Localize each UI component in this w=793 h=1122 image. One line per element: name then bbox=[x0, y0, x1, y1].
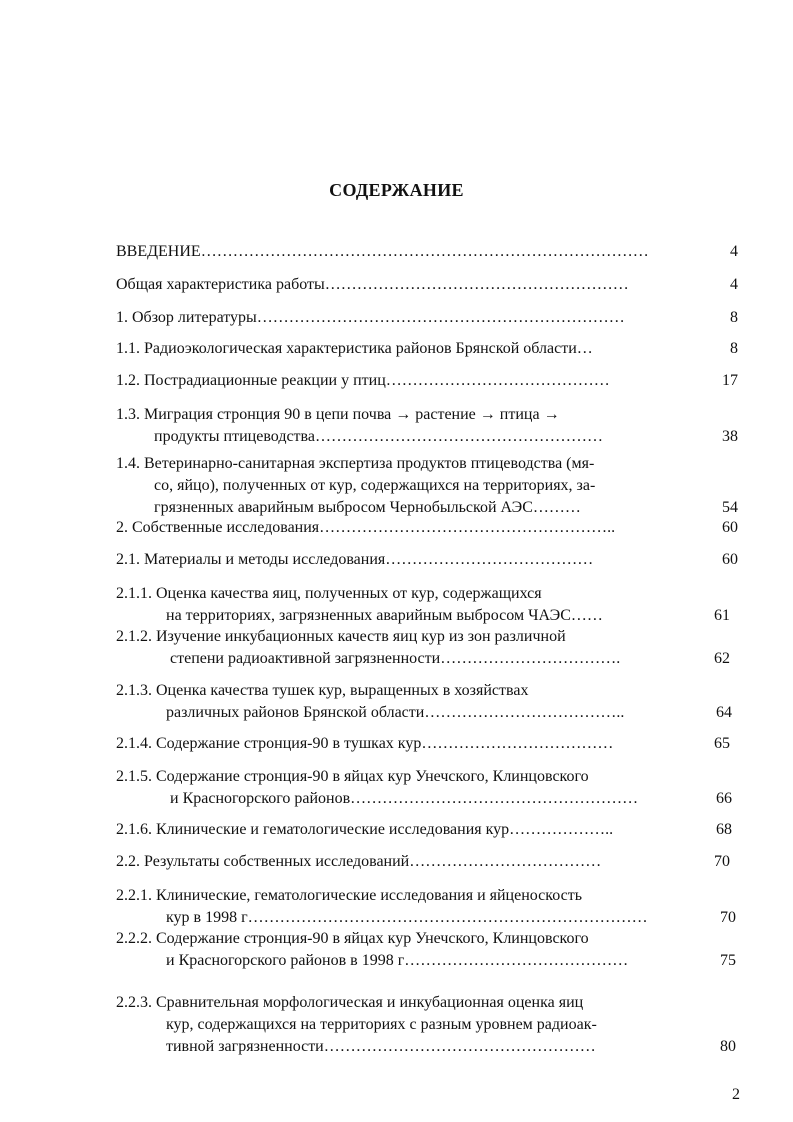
toc-entry-text: 1.1. Радиоэкологическая характеристика районов Брянской области… bbox=[116, 340, 593, 357]
toc-entry-text: кур, содержащихся на территориях с разным уровнем радиоак- bbox=[166, 1016, 597, 1033]
toc-entry-text: 2.1.2. Изучение инкубационных качеств яиц кур из зон различной bbox=[116, 628, 566, 645]
toc-entry-page: 54 bbox=[722, 499, 738, 516]
page-title: СОДЕРЖАНИЕ bbox=[329, 180, 464, 200]
toc-entry-page: 62 bbox=[714, 650, 730, 667]
toc-entry-text: и Красногорского районов в 1998 г…………………………………… bbox=[166, 952, 629, 969]
toc-entry-page: 80 bbox=[720, 1038, 736, 1055]
toc-entry-page: 4 bbox=[730, 276, 738, 293]
toc-entry-page: 70 bbox=[714, 853, 730, 870]
toc-entry-text: 2.1.3. Оценка качества тушек кур, выращенных в хозяйствах bbox=[116, 682, 529, 699]
toc-entry-text: 2.2.1. Клинические, гематологические исследования и яйценоскость bbox=[116, 887, 583, 904]
toc-entry-text: степени радиоактивной загрязненности……………………………. bbox=[170, 650, 621, 667]
toc-entry-page: 66 bbox=[716, 790, 732, 807]
toc-entry-page: 8 bbox=[730, 309, 738, 326]
toc-entry-page: 70 bbox=[720, 909, 736, 926]
toc-entry-text: 2.2. Результаты собственных исследований……………………………… bbox=[116, 853, 602, 870]
page-number: 2 bbox=[732, 1086, 740, 1103]
toc-entry-text: 2. Собственные исследования……………………………………………….. bbox=[116, 519, 616, 536]
toc-entry-page: 4 bbox=[730, 243, 738, 260]
toc-entry-page: 17 bbox=[722, 372, 738, 389]
toc-entry-text: Общая характеристика работы………………………………………………… bbox=[116, 276, 629, 293]
toc-entry-text: и Красногорского районов……………………………………………… bbox=[170, 790, 639, 807]
toc-entry-text: тивной загрязненности…………………………………………… bbox=[166, 1038, 596, 1055]
toc-entry-page: 38 bbox=[722, 428, 738, 445]
toc-entry-page: 64 bbox=[716, 704, 732, 721]
toc-entry-page: 75 bbox=[720, 952, 736, 969]
toc-entry-page: 68 bbox=[716, 821, 732, 838]
toc-entry-page: 61 bbox=[714, 607, 730, 624]
toc-entry-text: 1. Обзор литературы…………………………………………………………… bbox=[116, 309, 625, 326]
toc-entry-page: 60 bbox=[722, 519, 738, 536]
toc-entry-text: 2.2.2. Содержание стронция-90 в яйцах кур Унечского, Клинцовского bbox=[116, 930, 589, 947]
toc-entry-text: 2.1.6. Клинические и гематологические исследования кур……………….. bbox=[116, 821, 614, 838]
toc-entry-text: 1.4. Ветеринарно-санитарная экспертиза продуктов птицеводства (мя- bbox=[116, 455, 595, 472]
toc-entry-text: различных районов Брянской области……………………………….. bbox=[166, 704, 625, 721]
toc-entry-page: 8 bbox=[730, 340, 738, 357]
toc-entry-text: продукты птицеводства……………………………………………… bbox=[154, 428, 603, 445]
toc-entry-text: 1.3. Миграция стронция 90 в цепи почва → растение → птица → bbox=[116, 406, 560, 423]
toc-entry-text: 1.2. Пострадиационные реакции у птиц…………………………………… bbox=[116, 372, 610, 389]
toc-entry-text: 2.1.5. Содержание стронция-90 в яйцах кур Унечского, Клинцовского bbox=[116, 768, 589, 785]
toc-entry-text: 2.2.3. Сравнительная морфологическая и инкубационная оценка яиц bbox=[116, 994, 584, 1011]
toc-entry-text: на территориях, загрязненных аварийным выбросом ЧАЭС…… bbox=[166, 607, 603, 624]
toc-entry-text: 2.1.1. Оценка качества яиц, полученных от кур, содержащихся bbox=[116, 585, 542, 602]
toc-entry-page: 65 bbox=[714, 735, 730, 752]
toc-entry-text: 2.1.4. Содержание стронция-90 в тушках кур……………………………… bbox=[116, 735, 614, 752]
toc-entry-page: 60 bbox=[722, 551, 738, 568]
toc-entry-text: ВВЕДЕНИЕ………………………………………………………………………… bbox=[116, 243, 649, 260]
toc-entry-text: со, яйцо), полученных от кур, содержащихся на территориях, за- bbox=[154, 477, 596, 494]
toc-entry-text: кур в 1998 г………………………………………………………………… bbox=[166, 909, 648, 926]
toc-entry-text: 2.1. Материалы и методы исследования………………………………… bbox=[116, 551, 594, 568]
toc-entry-text: грязненных аварийным выбросом Чернобыльской АЭС……… bbox=[154, 499, 581, 516]
